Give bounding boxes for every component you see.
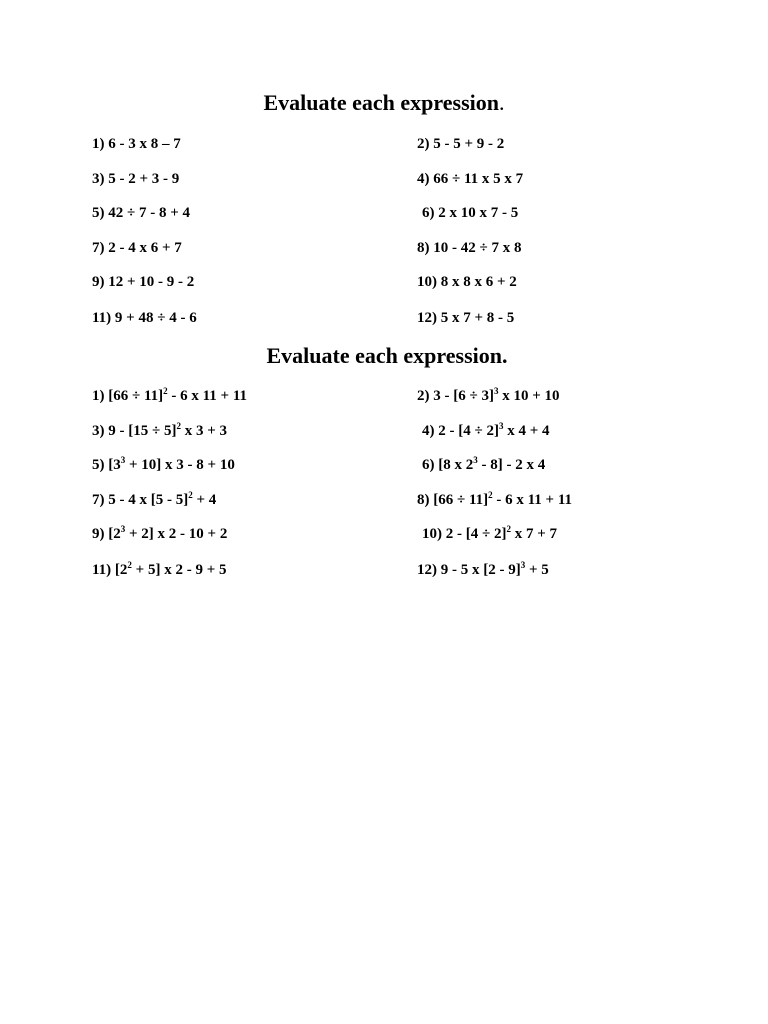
section1-problem-2: 2) 5 - 5 + 9 - 2 [417, 136, 505, 152]
section1-problem-8: 8) 10 - 42 ÷ 7 x 8 [417, 240, 522, 256]
section2-problem-3: 3) $9 - [15 \div 5]^2$ x 3 + 3 [92, 421, 228, 439]
section2-problem-5: 5) $[3^3 + 10]$ x 3 - 8 + 10 [92, 455, 235, 473]
section2-problem-8: 8) $[66 \div 11]^2 - 6$ x 11 + 11 [417, 490, 573, 508]
section1-problem-9: 9) 12 + 10 - 9 - 2 [92, 274, 195, 290]
section2-problem-12: 12) 9 - 5 x [2 - 9]$^3$ + 5 [417, 560, 549, 578]
section1-problem-1: 1) 6 - 3 x 8 – 7 [92, 136, 181, 152]
section2-problem-4: 4) $2 - [4 \div 2]^3$ x 4 + 4 [422, 421, 550, 439]
section2-heading: Evaluate each expression. [266, 343, 508, 368]
section2-problem-9: 9) $[2^3 + 2]$ x 2 - 10 + 2 [92, 524, 228, 542]
section2-problem-11: 11) $[2^2 + 5]$ x 2 - 9 + 5 [92, 560, 227, 578]
section2-problem-1: 1) $[66 \div 11]^2 - 6$ x 11 + 11 [92, 386, 248, 404]
section2-problem-7: 7) 5 - 4 x [5 - 5]$^2$ + 4 [92, 490, 217, 508]
section1-problem-3: 3) 5 - 2 + 3 - 9 [92, 171, 180, 187]
section1-heading-text: Evaluate each expression [263, 90, 499, 115]
section1-heading-period: . [498, 90, 505, 115]
section1-problem-10: 10) 8 x 8 x 6 + 2 [417, 274, 517, 290]
section1-problem-5: 5) 42 ÷ 7 - 8 + 4 [92, 205, 191, 221]
section2-problem-10: 10) $2 - [4 \div 2]^2$ x 7 + 7 [422, 524, 558, 542]
section1-problem-12: 12) 5 x 7 + 8 - 5 [417, 310, 515, 326]
section1-problem-11: 11) 9 + 48 ÷ 4 - 6 [92, 310, 197, 326]
section2-problem-6: 6) [8 x $2^3 - 8] - 2$ x 4 [422, 455, 546, 473]
section1-problem-6: 6) 2 x 10 x 7 - 5 [422, 205, 519, 221]
section1-problem-7: 7) 2 - 4 x 6 + 7 [92, 240, 182, 256]
section1-heading [0, 90, 768, 116]
section2-problem-2: 2) $3 - [6 \div 3]^3$ x 10 + 10 [417, 386, 560, 404]
section1-problem-4: 4) 66 ÷ 11 x 5 x 7 [417, 171, 524, 187]
